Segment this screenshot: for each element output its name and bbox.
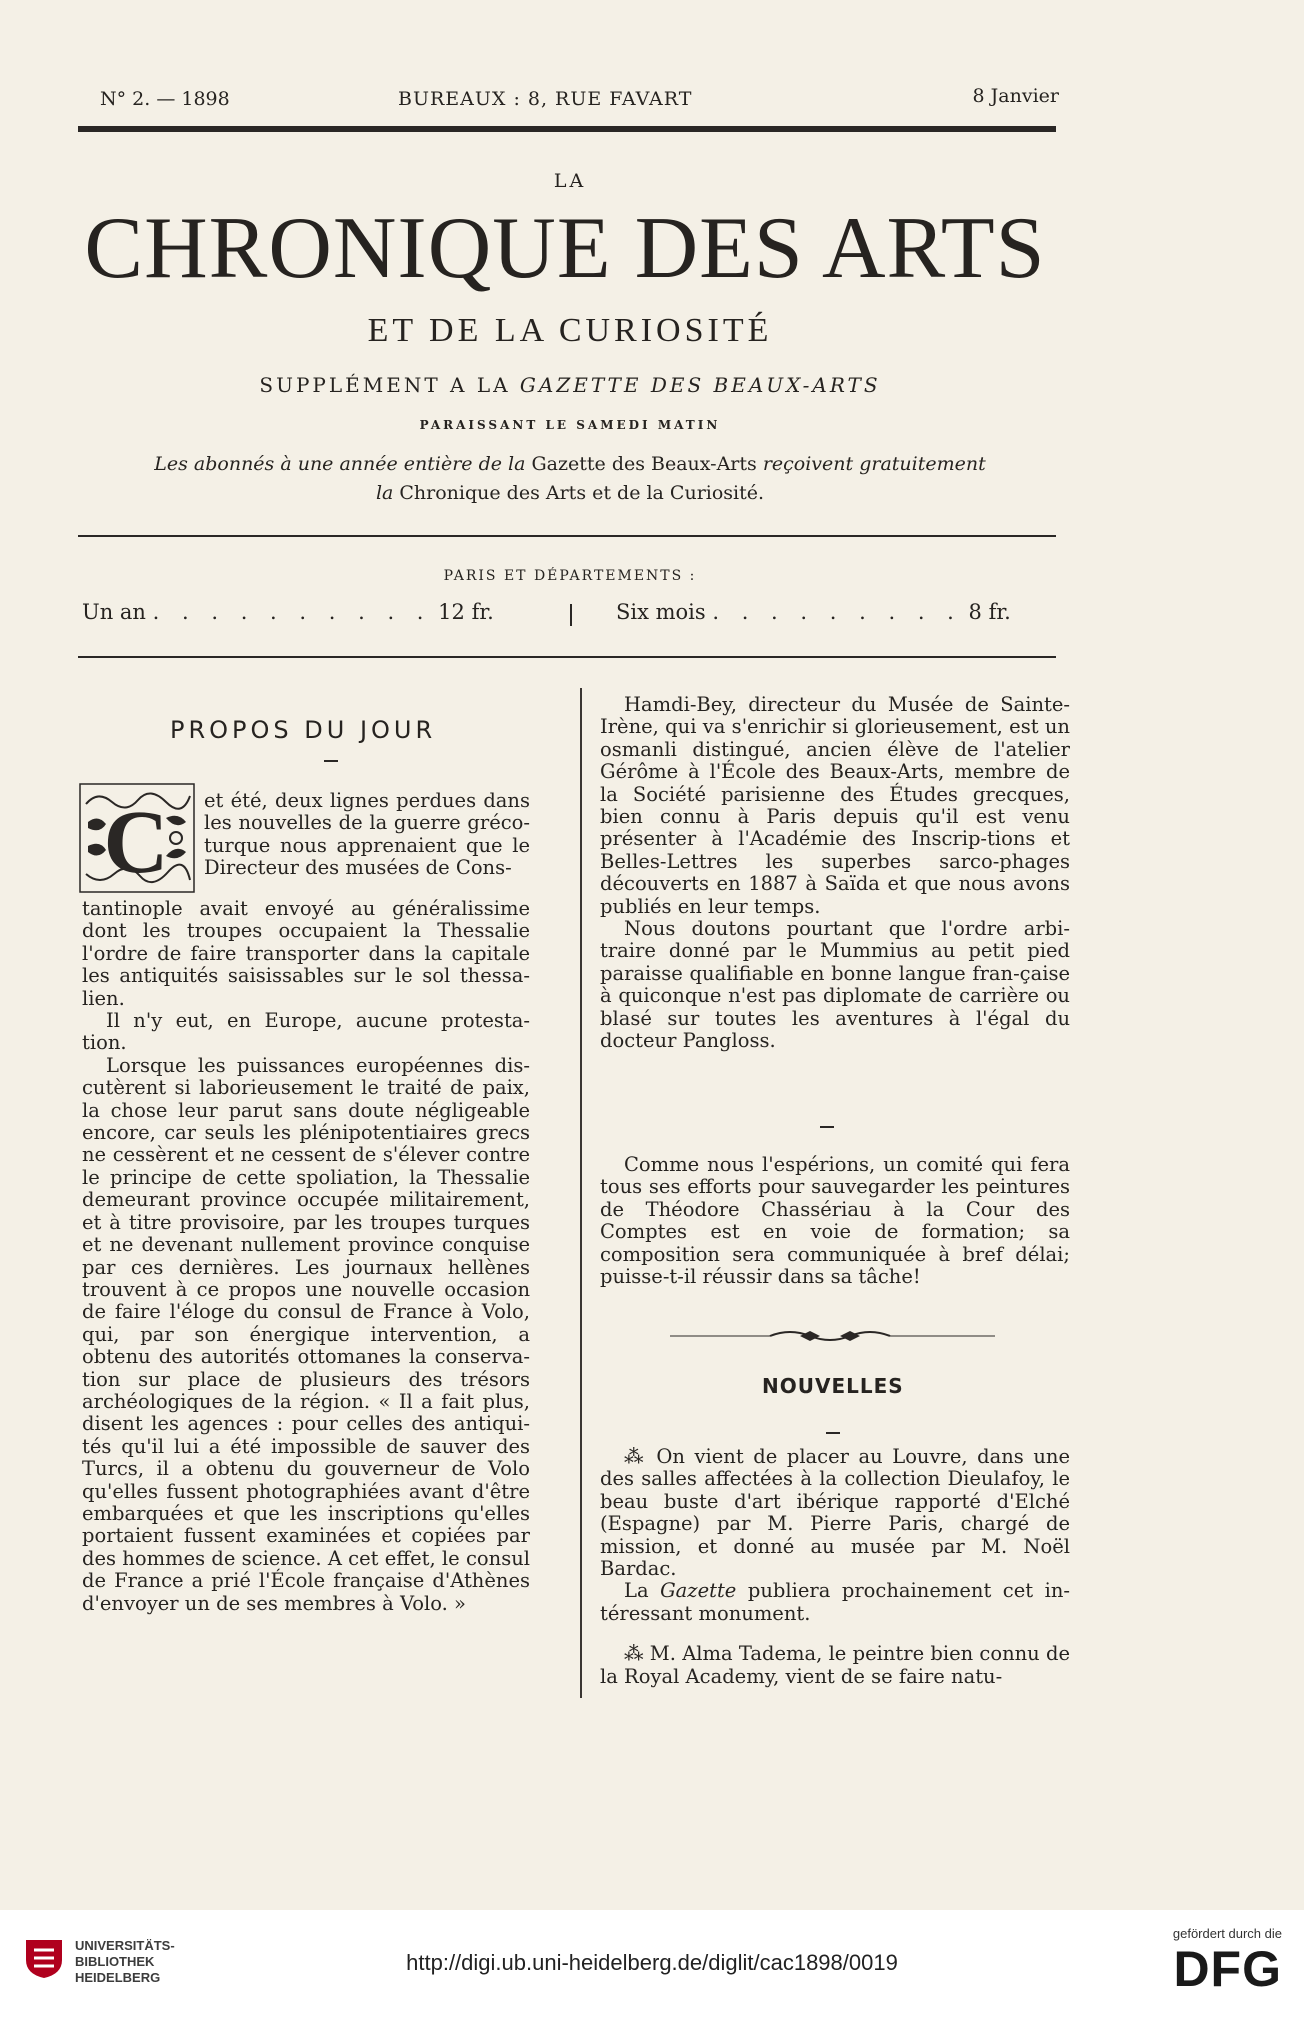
issue-number: N° 2. — 1898	[100, 88, 230, 110]
news-note-b: Gazette	[660, 1579, 737, 1603]
subscriber-note-line-1	[0, 453, 1140, 475]
news-note-a: La	[624, 1579, 649, 1603]
dfg-logo: DFG	[1173, 1941, 1282, 1997]
dropcap-letter: C	[103, 793, 169, 892]
news-item-1-text: On vient de placer au Louvre, dans une des salles affectées à la collection Dieulafoy, le beau buste d'art ibérique rapporté d'Elché (Espagne) par M. Pierre Paris, chargé de mission, et donné au musée par M. Noël Bardac.	[600, 1445, 1071, 1581]
supplement-title: GAZETTE DES BEAUX-ARTS	[519, 373, 881, 397]
subscriber-note-c: reçoivent gratuitement	[762, 453, 986, 475]
price-half-year	[616, 600, 1011, 624]
news-item-2-text: M. Alma Tadema, le peintre bien connu de la Royal Academy, vient de se faire natu-	[600, 1642, 1071, 1688]
section-dash	[324, 760, 338, 762]
asterism-icon: ⁂	[624, 1445, 647, 1468]
masthead-rule	[78, 535, 1056, 537]
paragraph-2: Il n'y eut, en Europe, aucune protesta-tion.	[82, 1009, 530, 1055]
subscriber-note-b: Gazette des Beaux-Arts	[531, 453, 757, 475]
publication-schedule: PARAISSANT LE SAMEDI MATIN	[419, 418, 721, 432]
section-title-propos: PROPOS DU JOUR	[170, 716, 437, 744]
price-year	[82, 600, 494, 624]
masthead-subtitle: ET DE LA CURIOSITÉ	[367, 312, 773, 349]
news-item-2	[600, 1643, 1070, 1688]
news-item-1-note	[600, 1580, 1070, 1625]
paragraph-5: Nous doutons pourtant que l'ordre arbi-traire donné par le Mummius au petit pied paraisse qualifiable en bonne langue fran-çaise à quiconque n'est pas diplomate de carrière ou blasé sur toutes les aventures à l'égal du docteur Pangloss.	[600, 917, 1070, 1053]
column-divider	[580, 688, 582, 1698]
divider-ornament	[670, 1328, 995, 1344]
asterism-icon: ⁂	[624, 1642, 644, 1666]
news-note-c: publiera prochainement cet in-téressant monument.	[600, 1579, 1071, 1625]
left-column-body	[82, 898, 530, 1615]
subscriber-note-line-2	[0, 482, 1140, 504]
subscriber-note-e: Chronique des Arts et de la Curiosité.	[399, 482, 765, 504]
office-address: BUREAUX : 8, RUE FAVART	[398, 88, 693, 110]
section-dash	[826, 1432, 840, 1434]
subscriber-note-a: Les abonnés à une année entière de la	[154, 453, 526, 475]
price-year-label: Un an	[82, 600, 146, 624]
supplement-line	[0, 373, 1140, 397]
price-half-label: Six mois	[616, 600, 706, 624]
university-name-line-1: UNIVERSITÄTS-	[75, 1938, 175, 1953]
paragraph-lead: et été, deux lignes perdues dans les nouvelles de la guerre gréco-turque nous apprenaient que le Directeur des musées de Cons-	[204, 789, 530, 880]
university-name-line-2: BIBLIOTHEK	[75, 1954, 155, 1969]
right-column-top	[600, 694, 1070, 1053]
price-year-value: 12 fr.	[438, 600, 494, 624]
subscriber-note-d: la	[375, 482, 394, 504]
price-separator	[570, 604, 572, 626]
supplement-prefix: SUPPLÉMENT A LA	[259, 373, 511, 397]
masthead-article: LA	[553, 170, 587, 192]
subscription-heading: PARIS ET DÉPARTEMENTS :	[443, 568, 697, 584]
news-item-1	[600, 1446, 1070, 1580]
price-year-dots: . . . . . . . . . .	[152, 600, 432, 624]
right-column-middle	[600, 1154, 1070, 1288]
price-half-value: 8 fr.	[968, 600, 1011, 624]
section-title-nouvelles: NOUVELLES	[762, 1374, 904, 1398]
paragraph-1: tantinople avait envoyé au généralissime dont les troupes occupaient la Thessalie l'ordre de faire transporter dans la capitale les antiquités saisissables sur le sol thessa-lien.	[82, 897, 530, 1010]
dropcap-ornament	[78, 782, 196, 894]
funding-note: gefördert durch die	[1172, 1926, 1282, 1941]
lead-paragraph-first-lines	[204, 790, 530, 880]
header-rule	[78, 126, 1056, 132]
paragraph-6: Comme nous l'espérions, un comité qui fera tous ses efforts pour sauvegarder les peintures de Théodore Chassériau à la Cour des Comptes est en voie de formation; sa composition sera communiquée à bref délai; puisse-t-il réussir dans sa tâche!	[600, 1153, 1070, 1289]
paragraph-4: Hamdi-Bey, directeur du Musée de Sainte-Irène, qui va s'enrichir si glorieusement, est un osmanli distingué, ancien élève de l'atelier Gérôme à l'École des Beaux-Arts, membre de la Société parisienne des Études grecques, bien connu à Paris depuis qu'il est venu présenter à l'Académie des Inscrip-tions et Belles-Lettres les superbes sarco-phages découverts en 1887 à Saïda et que nous avons publiés en leur temps.	[600, 693, 1070, 918]
subscription-rule	[78, 656, 1056, 658]
university-name-line-3: HEIDELBERG	[75, 1970, 161, 1985]
price-half-dots: . . . . . . . . .	[712, 600, 962, 624]
news-column	[600, 1446, 1070, 1688]
permalink[interactable]: http://digi.ub.uni-heidelberg.de/diglit/cac1898/0019	[406, 1950, 898, 1975]
paragraph-3: Lorsque les puissances européennes dis-cutèrent si laborieusement le traité de paix, la chose leur parut sans doute négligeable encore, car seuls les plénipotentiaires grecs ne cessèrent et ne cessent de s'élever contre le principe de cette spoliation, la Thessalie demeurant province occupée militairement, et à titre provisoire, par les troupes turques et ne devenant nullement province conquise par ces dernières. Les journaux hellènes trouvent à ce propos une nouvelle occasion de faire l'éloge du consul de France à Volo, qui, par son énergique intervention, a obtenu des autorités ottomanes la conserva-tion sur place de plusieurs des trésors archéologiques de la région. « Il a fait plus, disent les agences : pour celles des antiqui-tés qu'il lui a été impossible de sauver des Turcs, il a obtenu du gouverneur de Volo qu'elles fussent photographiées avant d'être embarquées et que les inscriptions qu'elles portaient fussent examinées et copiées par des hommes de science. A cet effet, le consul de France a prié l'École française d'Athènes d'envoyer un de ses membres à Volo. »	[82, 1053, 530, 1615]
masthead-title: CHRONIQUE DES ARTS	[84, 200, 1046, 297]
issue-date: 8 Janvier	[972, 85, 1059, 107]
section-dash	[820, 1126, 834, 1128]
